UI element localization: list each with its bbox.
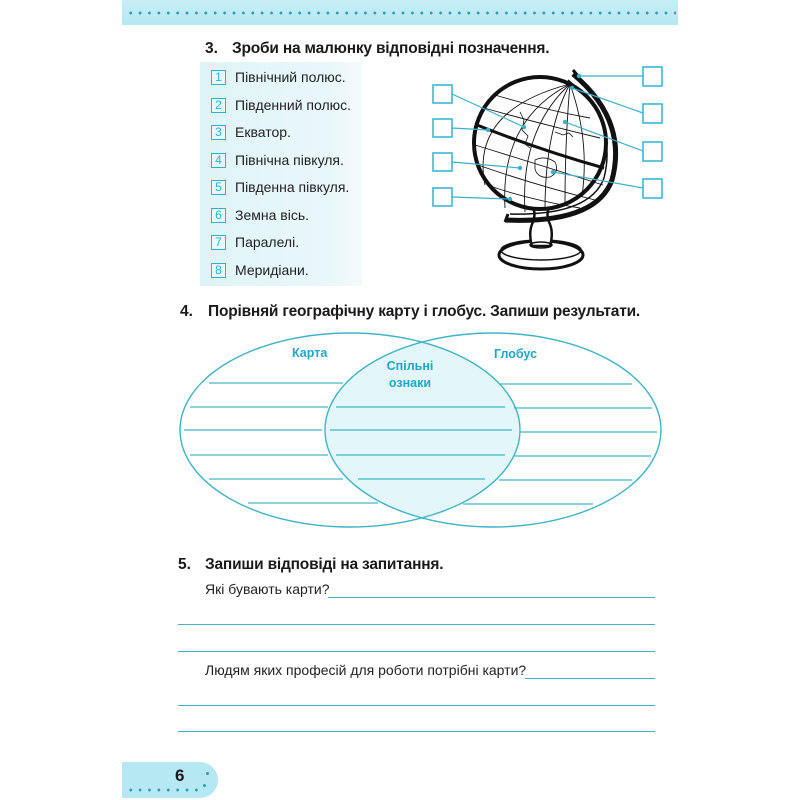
globe-sphere — [474, 77, 606, 209]
legend-label: Меридіани. — [235, 262, 309, 278]
dotted-line — [126, 788, 204, 792]
legend-label: Земна вісь. — [235, 207, 310, 223]
legend-label: Південна півкуля. — [235, 179, 350, 195]
answer-box-right-2[interactable] — [643, 104, 662, 123]
legend-label: Північна півкуля. — [235, 152, 344, 168]
answer-box-right-1[interactable] — [643, 67, 662, 86]
task-3-number: 3. — [205, 40, 218, 57]
task-5-title: Запиши відповіді на запитання. — [205, 556, 444, 573]
venn-right-label: Глобус — [494, 347, 538, 361]
venn-overlap-label — [375, 358, 445, 392]
legend-number-box: 8 — [211, 263, 226, 278]
legend-number-box: 2 — [211, 98, 226, 113]
task-5-number: 5. — [178, 556, 191, 573]
answer-box-left-3[interactable] — [433, 153, 452, 171]
answer-line-q1[interactable] — [178, 651, 655, 652]
page-number: 6 — [175, 766, 185, 785]
task-4-number: 4. — [180, 303, 193, 320]
venn-overlap-label-line1: Спільні — [386, 359, 434, 373]
answer-line-q1-inline[interactable] — [328, 597, 655, 598]
question-1: Які бувають карти? — [205, 581, 330, 597]
legend-number-box: 5 — [211, 180, 226, 195]
answer-line-q1[interactable] — [178, 624, 655, 625]
legend-number-box: 7 — [211, 235, 226, 250]
answer-box-right-3[interactable] — [643, 142, 662, 161]
legend-label: Північний полюс. — [235, 69, 346, 85]
answer-line-q2[interactable] — [178, 705, 655, 706]
legend-number-box: 4 — [211, 153, 226, 168]
task-4-title: Порівняй географічну карту і глобус. Запиши результати. — [208, 303, 641, 320]
answer-box-left-1[interactable] — [433, 85, 452, 103]
tab-dot — [206, 772, 209, 775]
legend-label: Паралелі. — [235, 234, 300, 250]
answer-line-q2[interactable] — [178, 731, 655, 732]
page-number-tab — [122, 762, 218, 798]
answer-box-left-4[interactable] — [433, 188, 452, 206]
task-3-title: Зроби на малюнку відповідні позначення. — [232, 40, 550, 57]
legend-number-box: 1 — [211, 70, 226, 85]
venn-left-label: Карта — [292, 346, 328, 360]
legend-label: Екватор. — [235, 124, 291, 140]
question-2: Людям яких професій для роботи потрібні карти? — [205, 662, 527, 678]
answer-box-right-4[interactable] — [643, 179, 662, 198]
legend-number-box: 6 — [211, 208, 226, 223]
venn-overlap-label-line2: ознаки — [388, 376, 432, 390]
answer-line-q2-inline[interactable] — [525, 678, 655, 679]
tab-dot — [203, 784, 206, 787]
legend-number-box: 3 — [211, 125, 226, 140]
legend-label: Південний полюс. — [235, 97, 352, 113]
globe-drawing — [474, 70, 616, 269]
answer-box-left-2[interactable] — [433, 119, 452, 137]
